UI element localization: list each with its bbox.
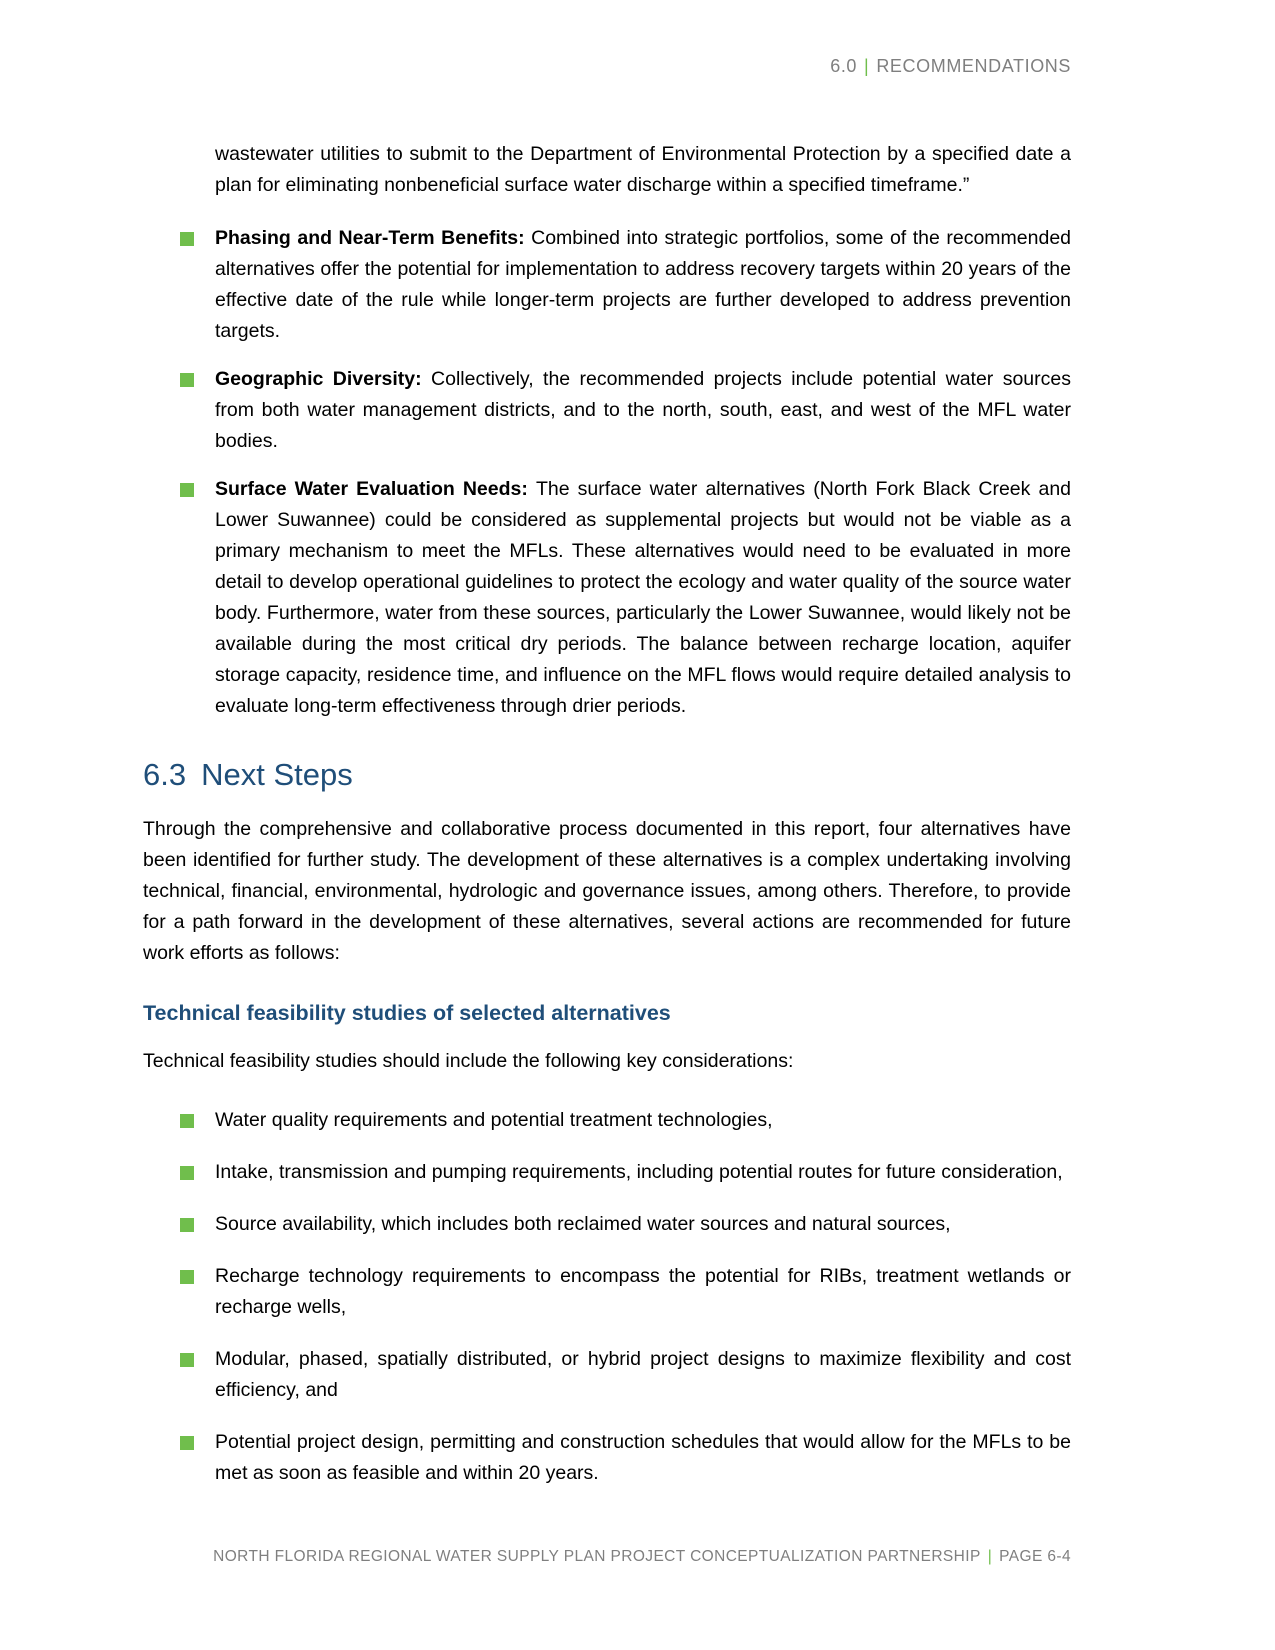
- bullet-label: Surface Water Evaluation Needs:: [215, 478, 528, 500]
- bullet-description: The surface water alternatives (North Fork Black Creek and Lower Suwannee) could be considered as supplemental projects but would not be viable as a primary mechanism to meet the MFLs. These alternatives would need to be evaluated in more detail to develop operational guidelines to protect the ecology and water quality of the source water body. Furthermore, water from these sources, particularly the Lower Suwannee, would likely not be available during the most critical dry periods. The balance between recharge location, aquifer storage capacity, residence time, and influence on the MFL flows would require detailed analysis to evaluate long-term effectiveness through drier periods.: [215, 478, 1072, 717]
- bullet-text: [215, 364, 1071, 457]
- bullet-text: Water quality requirements and potential treatment technologies,: [215, 1109, 773, 1131]
- bullet-square-icon: [180, 1353, 194, 1367]
- bullet-square-icon: [180, 1114, 194, 1128]
- list-item: [143, 1427, 1071, 1489]
- header-section-number: 6.0: [830, 56, 858, 76]
- subsection-heading: Technical feasibility studies of selected alternatives: [143, 1000, 671, 1025]
- bullet-square-icon: [180, 483, 194, 497]
- list-item: [143, 223, 1071, 347]
- bullet-text: Source availability, which includes both reclaimed water sources and natural sources,: [215, 1213, 951, 1235]
- bullet-text: Modular, phased, spatially distributed, or hybrid project designs to maximize flexibility and cost efficiency, and: [215, 1348, 1071, 1401]
- list-item: [143, 1261, 1071, 1323]
- bullet-description: Combined into strategic portfolios, some of the recommended alternatives offer the potential for implementation to address recovery targets within 20 years of the effective date of the rule while longer-term projects are further developed to address prevention targets.: [215, 227, 1072, 342]
- bullet-label: Geographic Diversity:: [215, 368, 422, 390]
- considerations-bullet-list: [143, 1105, 1071, 1489]
- bullet-text: [215, 223, 1071, 347]
- bullet-square-icon: [180, 1436, 194, 1450]
- bullet-square-icon: [180, 1166, 194, 1180]
- page-footer: [143, 1548, 1071, 1566]
- section-heading: [143, 756, 1071, 794]
- header-title: RECOMMENDATIONS: [876, 56, 1071, 76]
- footer-page-number: PAGE 6-4: [999, 1548, 1071, 1565]
- list-item: [143, 474, 1071, 722]
- bullet-description: Collectively, the recommended projects include potential water sources from both water management districts, and to the north, south, east, and west of the MFL water bodies.: [215, 368, 1071, 452]
- section-paragraph: Through the comprehensive and collaborative process documented in this report, four alternatives have been identified for further study. The development of these alternatives is a complex undertaking involving technical, financial, environmental, hydrologic and governance issues, among others. Therefore, to provide for a path forward in the development of these alternatives, several actions are recommended for future work efforts as follows:: [143, 817, 1071, 964]
- running-header: [143, 56, 1071, 77]
- bullet-text: [215, 474, 1071, 722]
- section-number: 6.3: [143, 757, 187, 792]
- list-item: [143, 364, 1071, 457]
- list-item: [143, 1209, 1071, 1240]
- section-title: Next Steps: [201, 757, 353, 792]
- bullet-square-icon: [180, 232, 194, 246]
- list-item: [143, 1105, 1071, 1136]
- footer-separator: |: [987, 1548, 993, 1565]
- header-separator: |: [864, 56, 870, 76]
- bullet-text: Potential project design, permitting and construction schedules that would allow for the MFLs to be met as soon as feasible and within 20 years.: [215, 1431, 1071, 1484]
- bullet-text: Recharge technology requirements to encompass the potential for RIBs, treatment wetlands or recharge wells,: [215, 1265, 1071, 1318]
- bullet-square-icon: [180, 1270, 194, 1284]
- bullet-square-icon: [180, 1218, 194, 1232]
- bullet-label: Phasing and Near-Term Benefits:: [215, 227, 525, 249]
- subsection-intro: Technical feasibility studies should include the following key considerations:: [143, 1050, 794, 1072]
- bullet-square-icon: [180, 373, 194, 387]
- bullet-text: Intake, transmission and pumping requirements, including potential routes for future consideration,: [215, 1161, 1063, 1183]
- footer-text: NORTH FLORIDA REGIONAL WATER SUPPLY PLAN PROJECT CONCEPTUALIZATION PARTNERSHIP: [213, 1548, 981, 1565]
- intro-paragraph: wastewater utilities to submit to the Department of Environmental Protection by a specified date a plan for eliminating nonbeneficial surface water discharge within a specified timeframe.”: [215, 143, 1071, 196]
- summary-bullet-list: [143, 223, 1071, 722]
- list-item: [143, 1157, 1071, 1188]
- list-item: [143, 1344, 1071, 1406]
